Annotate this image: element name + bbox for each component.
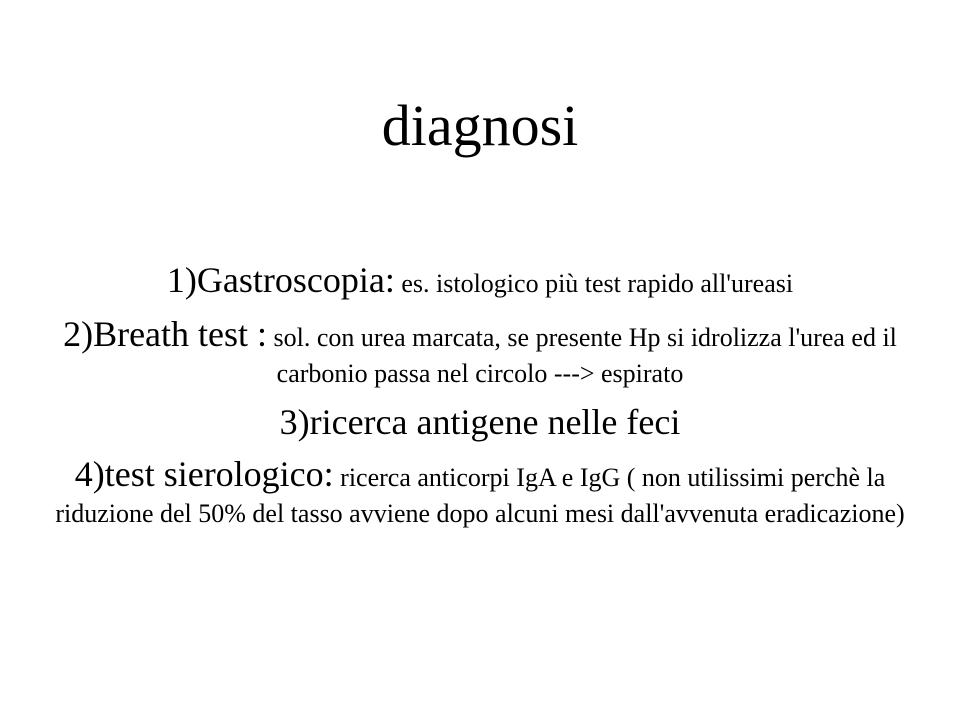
item-detail: es. istologico più test rapido all'ureasi — [394, 269, 794, 298]
list-item-breath-test — [40, 312, 920, 392]
list-item-sierologico — [40, 452, 920, 532]
slide-body — [40, 258, 920, 540]
item-heading: 3)ricerca antigene nelle feci — [279, 402, 681, 442]
item-heading: 1)Gastroscopia: — [166, 260, 395, 300]
item-detail: ricerca anticorpi IgA e IgG ( non utilissimi perchè la riduzione del 50% del tasso avviene dopo alcuni mesi dall'avvenuta eradicazione) — [55, 463, 905, 528]
slide-title: diagnosi — [381, 93, 579, 158]
item-heading: 4)test sierologico: — [74, 454, 334, 494]
item-detail: sol. con urea marcata, se presente Hp si idrolizza l'urea ed il carbonio passa nel circolo ---> espirato — [267, 323, 897, 388]
list-item-antigene — [40, 400, 920, 444]
list-item-gastroscopia — [40, 258, 920, 302]
item-heading: 2)Breath test : — [63, 314, 268, 354]
